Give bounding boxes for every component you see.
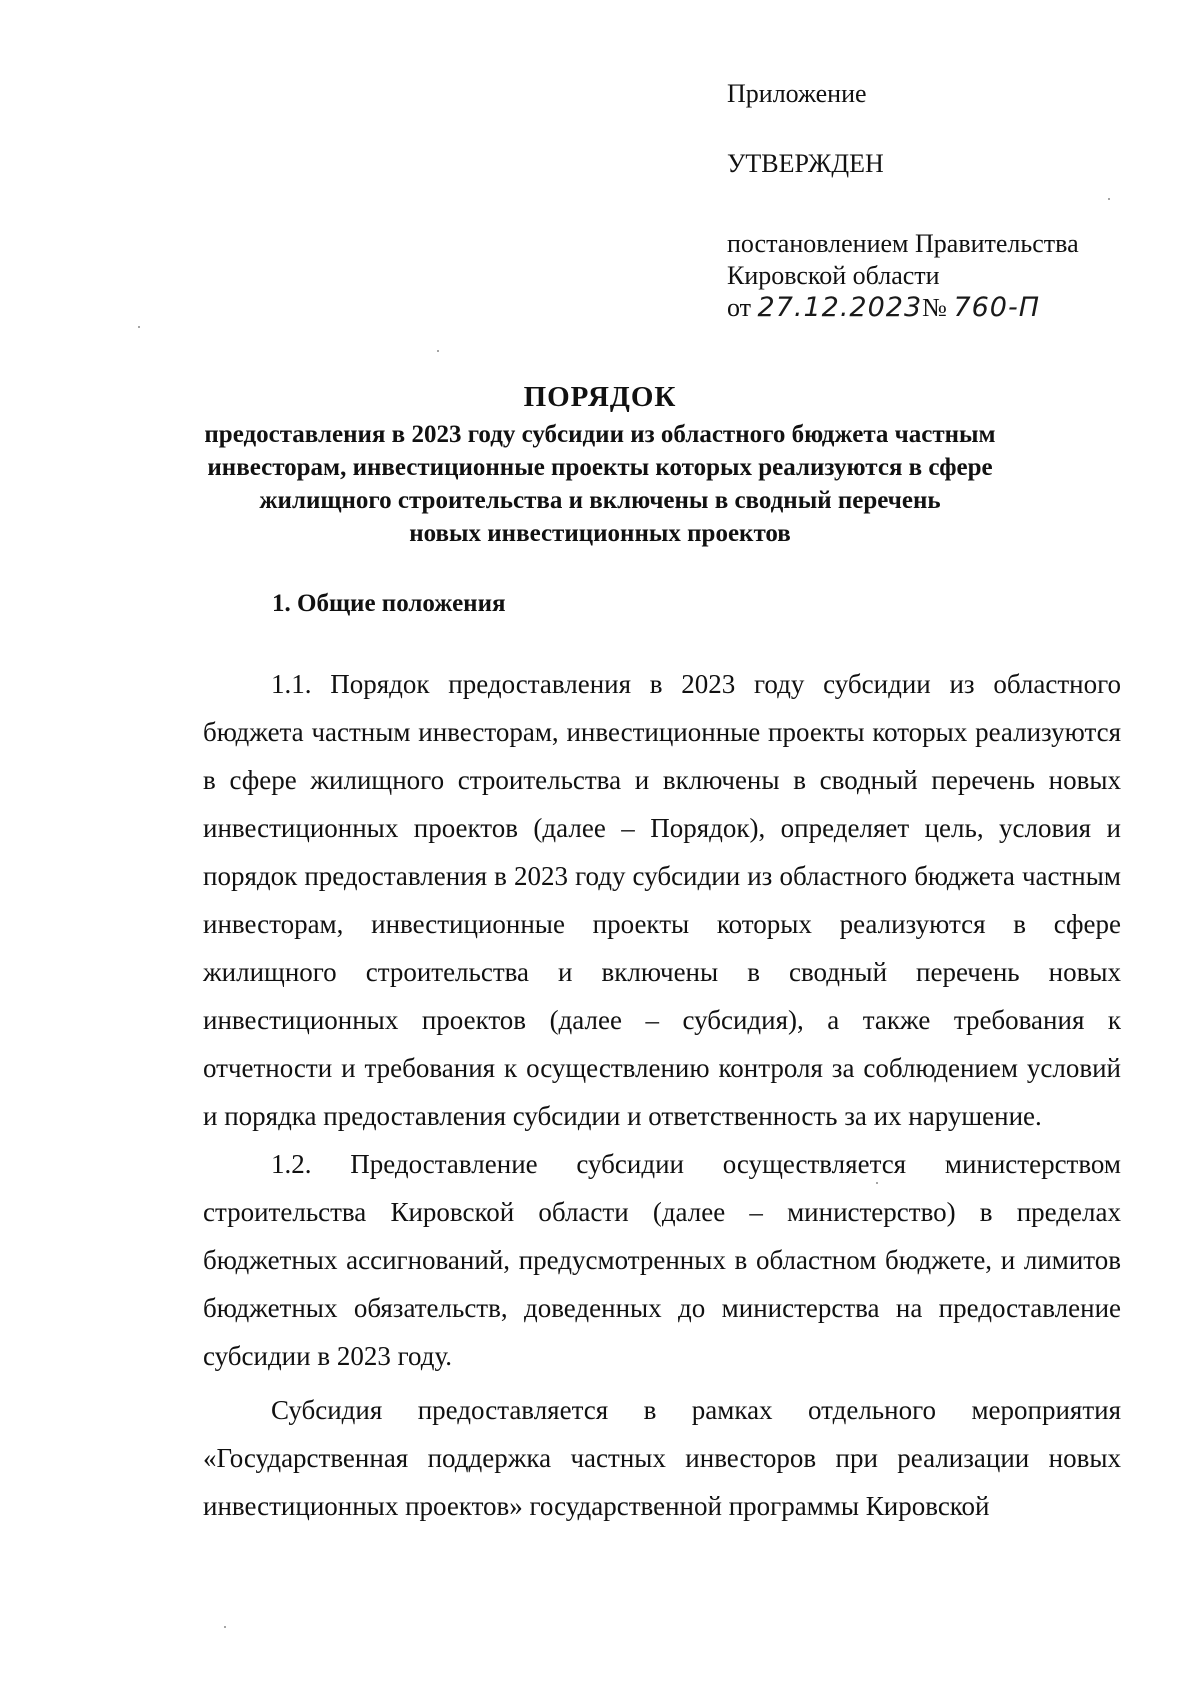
section-heading: 1. Общие положения bbox=[272, 590, 506, 617]
appendix-label: Приложение bbox=[727, 79, 867, 108]
handwritten-date: 27.12.2023 bbox=[757, 292, 923, 323]
subtitle-line-3: жилищного строительства и включены в сводный перечень bbox=[259, 487, 941, 514]
handwritten-number: 760-П bbox=[953, 292, 1041, 323]
scan-speck bbox=[1108, 198, 1110, 200]
scan-speck bbox=[224, 1626, 226, 1628]
approved-label: УТВЕРЖДЕН bbox=[727, 149, 884, 178]
number-prefix: № bbox=[922, 293, 947, 322]
resolution-line-2: Кировской области bbox=[727, 261, 940, 290]
subtitle-line-2: инвесторам, инвестиционные проекты которых реализуются в сфере bbox=[207, 454, 993, 481]
scan-speck bbox=[138, 326, 140, 328]
document-body bbox=[203, 660, 1121, 1530]
scan-speck bbox=[437, 350, 439, 352]
document-title-block bbox=[150, 380, 1050, 550]
date-prefix: от bbox=[727, 293, 752, 322]
paragraph-subsidy: Субсидия предоставляется в рамках отдельного мероприятия «Государственная поддержка частных инвесторов при реализации новых инвестиционных проектов» государственной программы Кировской bbox=[203, 1395, 1121, 1521]
paragraph-1-1: 1.1. Порядок предоставления в 2023 году субсидии из областного бюджета частным инвесторам, инвестиционные проекты которых реализуются в сфере жилищного строительства и включены в сводный перечень новых инвестиционных проектов (далее – Порядок), определяет цель, условия и порядок предоставления в 2023 году субсидии из областного бюджета частным инвесторам, инвестиционные проекты которых реализуются в сфере жилищного строительства и включены в сводный перечень новых инвестиционных проектов (далее – субсидия), а также требования к отчетности и требования к осуществлению контроля за соблюдением условий и порядка предоставления субсидии и ответственность за их нарушение. bbox=[203, 669, 1121, 1131]
subtitle-line-1: предоставления в 2023 году субсидии из областного бюджета частным bbox=[204, 421, 996, 448]
document-title: ПОРЯДОК bbox=[523, 381, 677, 413]
paragraph-1-2: 1.2. Предоставление субсидии осуществляется министерством строительства Кировской области (далее – министерство) в пределах бюджетных ассигнований, предусмотренных в областном бюджете, и лимитов бюджетных обязательств, доведенных до министерства на предоставление субсидии в 2023 году. bbox=[203, 1149, 1121, 1371]
document-subtitle bbox=[150, 418, 1050, 550]
scan-speck bbox=[876, 1182, 878, 1184]
resolution-date-line bbox=[727, 292, 1167, 324]
resolution-line-1: постановлением Правительства bbox=[727, 229, 1079, 258]
approval-stamp-block bbox=[727, 78, 1167, 324]
subtitle-line-4: новых инвестиционных проектов bbox=[409, 520, 791, 547]
